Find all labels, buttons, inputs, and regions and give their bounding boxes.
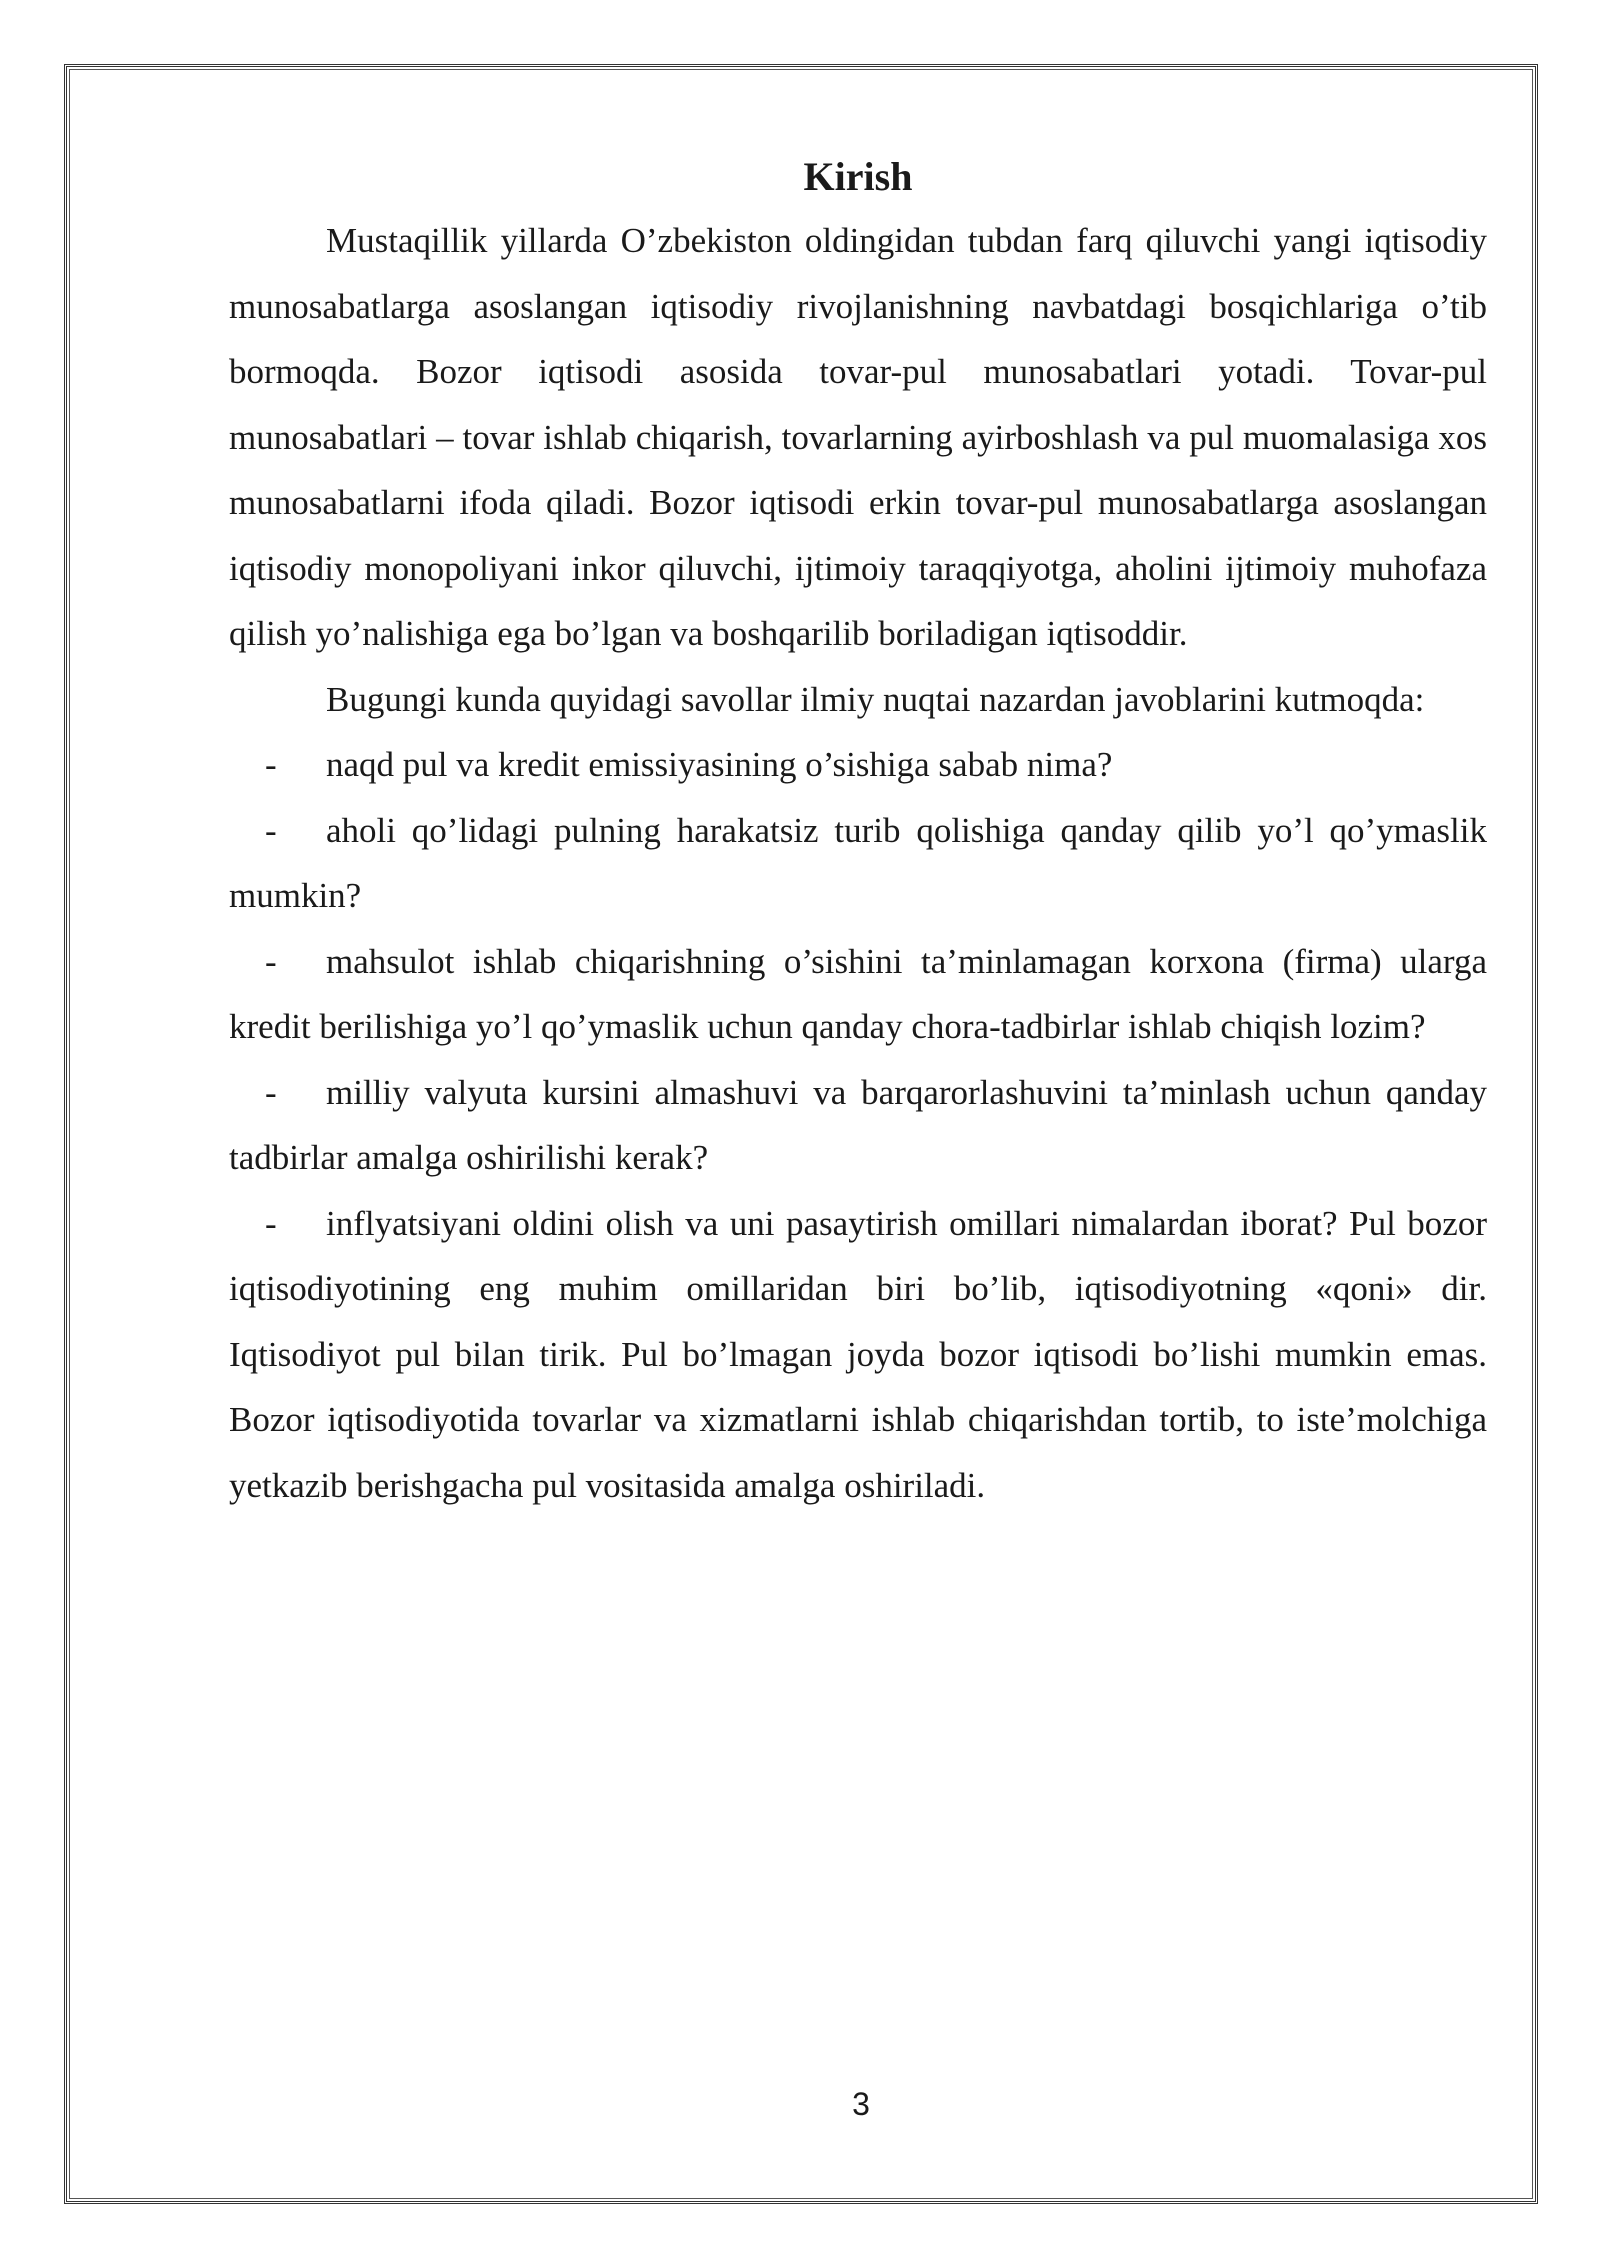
list-item-text: naqd pul va kredit emissiyasining o’sishiga sabab nima? xyxy=(326,745,1113,784)
list-item-text: mahsulot ishlab chiqarishning o’sishini ta’minlamagan korxona (firma) ularga kredit berilishiga yo’l qo’ymaslik uchun qanday chora-tadbirlar ishlab chiqish lozim? xyxy=(229,941,1487,1046)
bullet-dash: - xyxy=(265,745,277,784)
bullet-dash: - xyxy=(265,1203,277,1243)
page-content xyxy=(229,150,1487,1518)
list-item xyxy=(229,1191,1487,1519)
list-item xyxy=(229,798,1487,929)
intro-paragraph: Mustaqillik yillarda O’zbekiston oldingidan tubdan farq qiluvchi yangi iqtisodiy munosabatlarga asoslangan iqtisodiy rivojlanishning navbatdagi bosqichlariga o’tib bormoqda. Bozor iqtisodi asosida tovar-pul munosabatlari yotadi. Tovar-pul munosabatlari – tovar ishlab chiqarish, tovarlarning ayirboshlash va pul muomalasiga xos munosabatlarni ifoda qiladi. Bozor iqtisodi erkin tovar-pul munosabatlarga asoslangan iqtisodiy monopoliyani inkor qiluvchi, ijtimoiy taraqqiyotga, aholini ijtimoiy muhofaza qilish yo’nalishiga ega bo’lgan va boshqarilib boriladigan iqtisoddir. xyxy=(229,221,1487,653)
list-item xyxy=(229,929,1487,1060)
list-item xyxy=(229,732,1487,798)
page-number: 3 xyxy=(852,2086,870,2122)
questions-list xyxy=(229,732,1487,1518)
bullet-dash: - xyxy=(265,810,277,850)
list-item-text: milliy valyuta kursini almashuvi va barqarorlashuvini ta’minlash uchun qanday tadbirlar amalga oshirilishi kerak? xyxy=(229,1072,1487,1177)
section-title: Kirish xyxy=(803,154,913,199)
list-item-text: inflyatsiyani oldini olish va uni pasaytirish omillari nimalardan iborat? Pul bozor iqtisodiyotining eng muhim omillaridan biri bo’lib, iqtisodiyotning «qoni» dir. Iqtisodiyot pul bilan tirik. Pul bo’lmagan joyda bozor iqtisodi bo’lishi mumkin emas. Bozor iqtisodiyotida tovarlar va xizmatlarni ishlab chiqarishdan tortib, to iste’molchiga yetkazib berishgacha pul vositasida amalga oshiriladi. xyxy=(229,1203,1487,1505)
questions-intro-paragraph: Bugungi kunda quyidagi savollar ilmiy nuqtai nazardan javoblarini kutmoqda: xyxy=(326,679,1425,719)
list-item xyxy=(229,1060,1487,1191)
bullet-dash: - xyxy=(265,941,277,981)
bullet-dash: - xyxy=(265,1072,277,1112)
list-item-text: aholi qo’lidagi pulning harakatsiz turib qolishiga qanday qilib yo’l qo’ymaslik mumkin? xyxy=(229,810,1487,915)
